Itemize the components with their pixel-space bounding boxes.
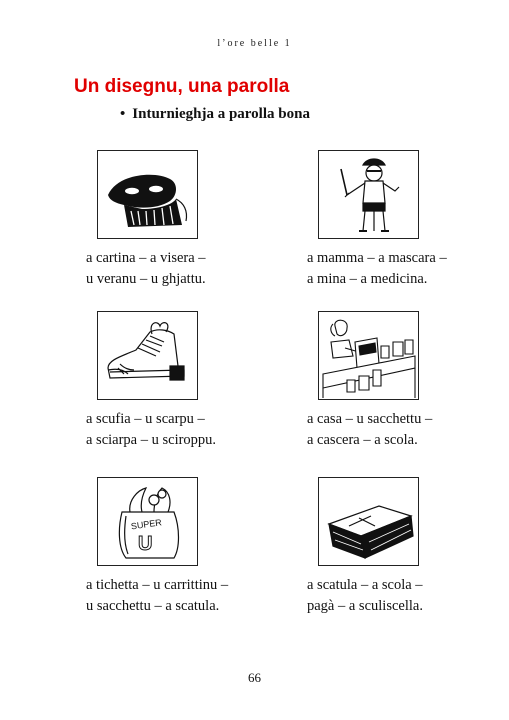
instruction-text: Inturnieghja a parolla bona: [132, 106, 310, 122]
illustration-frame-shoe: [97, 311, 198, 400]
illustration-frame-mask: [97, 150, 198, 239]
running-head: l’ore belle 1: [217, 38, 292, 49]
caption-line-1: a scatula – a scola –: [307, 577, 423, 593]
illustration-frame-box: [318, 477, 419, 566]
page-number: 66: [248, 670, 261, 685]
caption-line-1: a scufia – u scarpu –: [86, 411, 205, 427]
caption-item-4: [307, 409, 432, 451]
pirate-costume-icon: [319, 151, 418, 238]
illustration-frame-pirate: [318, 150, 419, 239]
exercise-instruction: [120, 106, 310, 123]
shopping-bag-icon: [98, 478, 197, 565]
bag-logo-text: SUPER: [130, 517, 163, 532]
illustration-frame-bag: [97, 477, 198, 566]
caption-line-1: a casa – u sacchettu –: [307, 411, 433, 427]
caption-line-2: pagà – a sculiscella.: [307, 598, 423, 614]
caption-item-2: [307, 248, 447, 290]
caption-item-5: [86, 575, 228, 617]
caption-item-3: [86, 409, 216, 451]
exercise-title: Un disegnu, una parolla: [74, 76, 290, 97]
caption-line-2: a mina – a medicina.: [307, 271, 428, 287]
caption-line-1: a cartina – a visera –: [86, 250, 206, 266]
carnival-mask-icon: [98, 151, 197, 238]
shop-cashier-icon: [319, 312, 418, 399]
bag-logo-letter: U: [138, 533, 153, 555]
caption-line-1: a mamma – a mascara –: [307, 250, 447, 266]
caption-line-1: a tichetta – u carrittinu –: [86, 577, 229, 593]
shoe-icon: [98, 312, 197, 399]
bullet-icon: •: [120, 106, 126, 122]
caption-item-6: [307, 575, 423, 617]
box-icon: [319, 478, 418, 565]
caption-line-2: u sacchettu – a scatula.: [86, 598, 220, 614]
caption-line-2: a sciarpa – u sciroppu.: [86, 432, 217, 448]
caption-item-1: [86, 248, 206, 290]
caption-line-2: a cascera – a scola.: [307, 432, 418, 448]
illustration-frame-shop: [318, 311, 419, 400]
caption-line-2: u veranu – u ghjattu.: [86, 271, 206, 287]
